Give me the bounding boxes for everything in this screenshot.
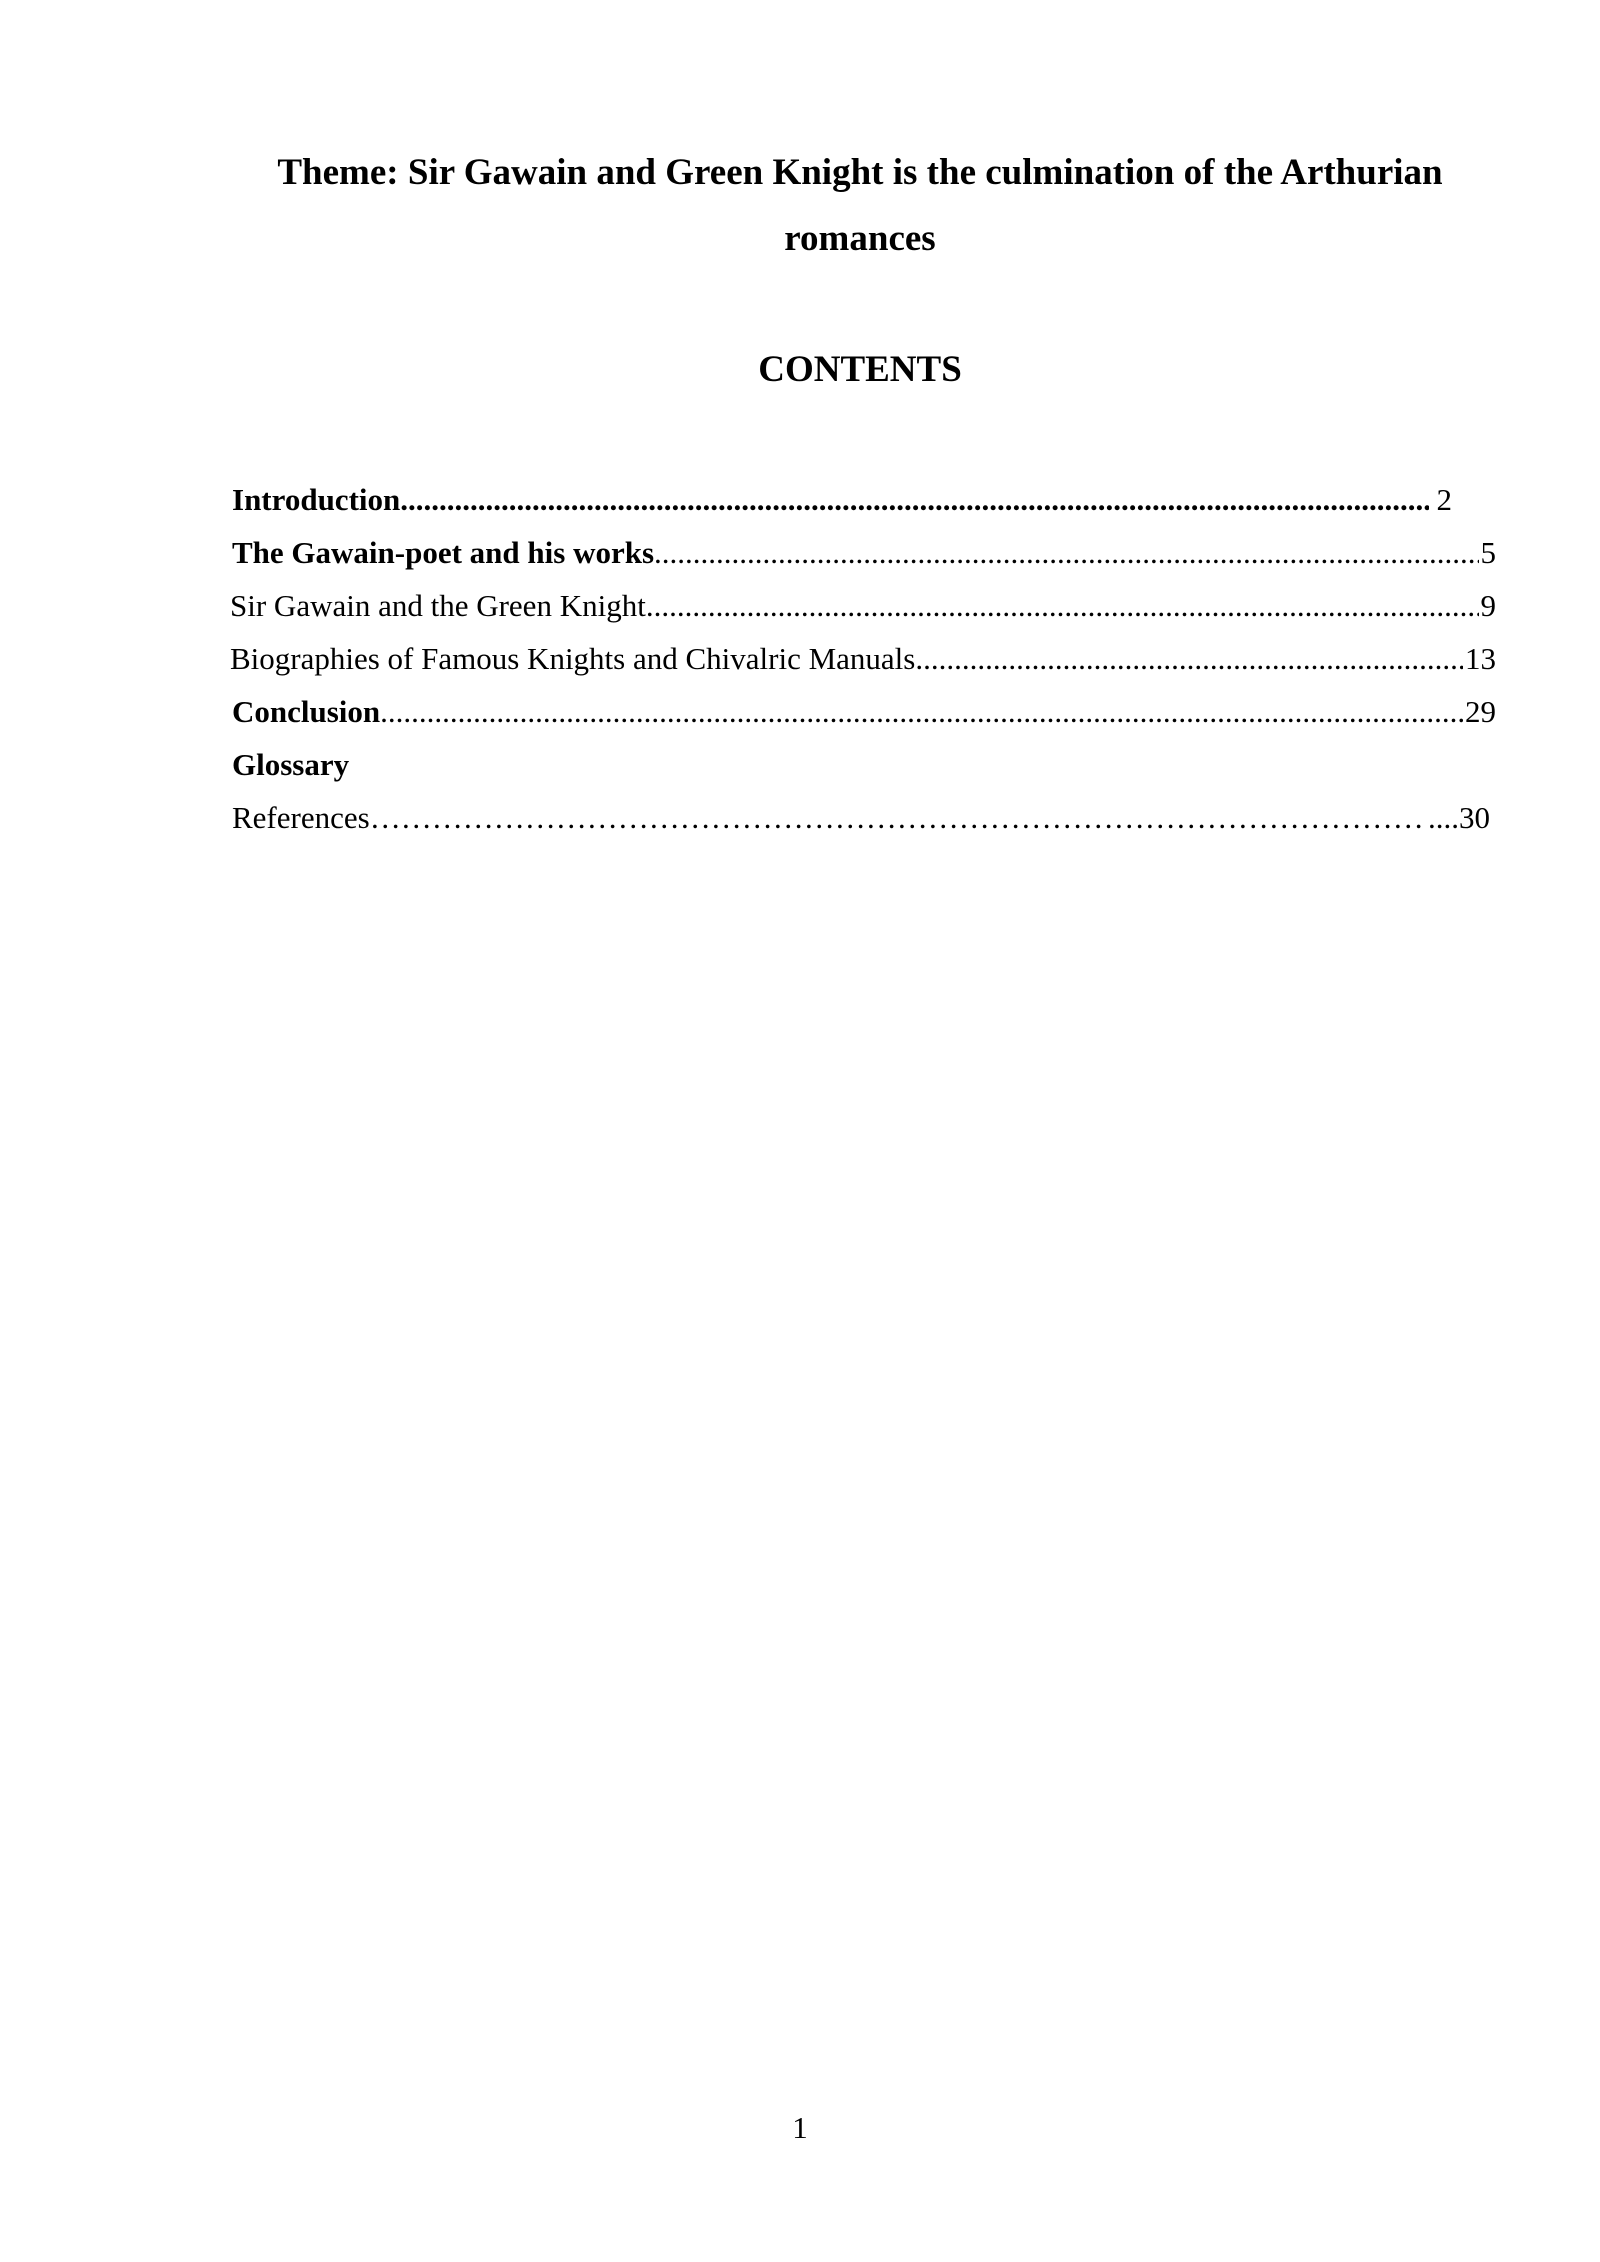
toc-entry-glossary[interactable] [232, 738, 1496, 791]
toc-entry-gawain-poet[interactable] [232, 526, 1496, 579]
toc-entry-label: The Gawain-poet and his works [232, 535, 655, 570]
toc-entry-label: Sir Gawain and the Green Knight [230, 588, 646, 623]
toc-entry-label: Introduction [232, 482, 401, 517]
page-title: Theme: Sir Gawain and Green Knight is the culmination of the Arthurian romances [277, 152, 1443, 259]
toc-dot-leader [370, 791, 1426, 844]
toc-entry-label: Conclusion [232, 694, 381, 729]
toc-dot-leader [915, 632, 1463, 685]
toc-entry-biographies[interactable] [230, 632, 1496, 685]
toc-entry-references[interactable] [232, 791, 1490, 844]
toc-entry-conclusion[interactable] [232, 685, 1496, 738]
toc-entry-page: 13 [1465, 641, 1496, 676]
toc-entry-page: ....30 [1428, 800, 1490, 835]
toc-entry-page: 9 [1480, 588, 1496, 623]
toc-entry-label: References [232, 800, 370, 835]
toc-entry-page: 2 [1436, 482, 1452, 517]
toc-dot-leader [646, 579, 1479, 632]
toc-dot-leader [654, 526, 1478, 579]
contents-heading: CONTENTS [758, 349, 962, 390]
table-of-contents [0, 0, 1600, 900]
toc-entry-introduction[interactable] [232, 473, 1452, 526]
toc-entry-page: 29 [1465, 694, 1496, 729]
toc-dot-leader [400, 473, 1428, 526]
toc-entry-label: Glossary [232, 747, 350, 782]
toc-entry-sir-gawain[interactable] [230, 579, 1496, 632]
toc-dot-leader [380, 685, 1463, 738]
toc-entry-page: 5 [1480, 535, 1496, 570]
toc-entry-label: Biographies of Famous Knights and Chivalric Manuals [230, 641, 916, 676]
page-number: 1 [792, 2110, 808, 2145]
